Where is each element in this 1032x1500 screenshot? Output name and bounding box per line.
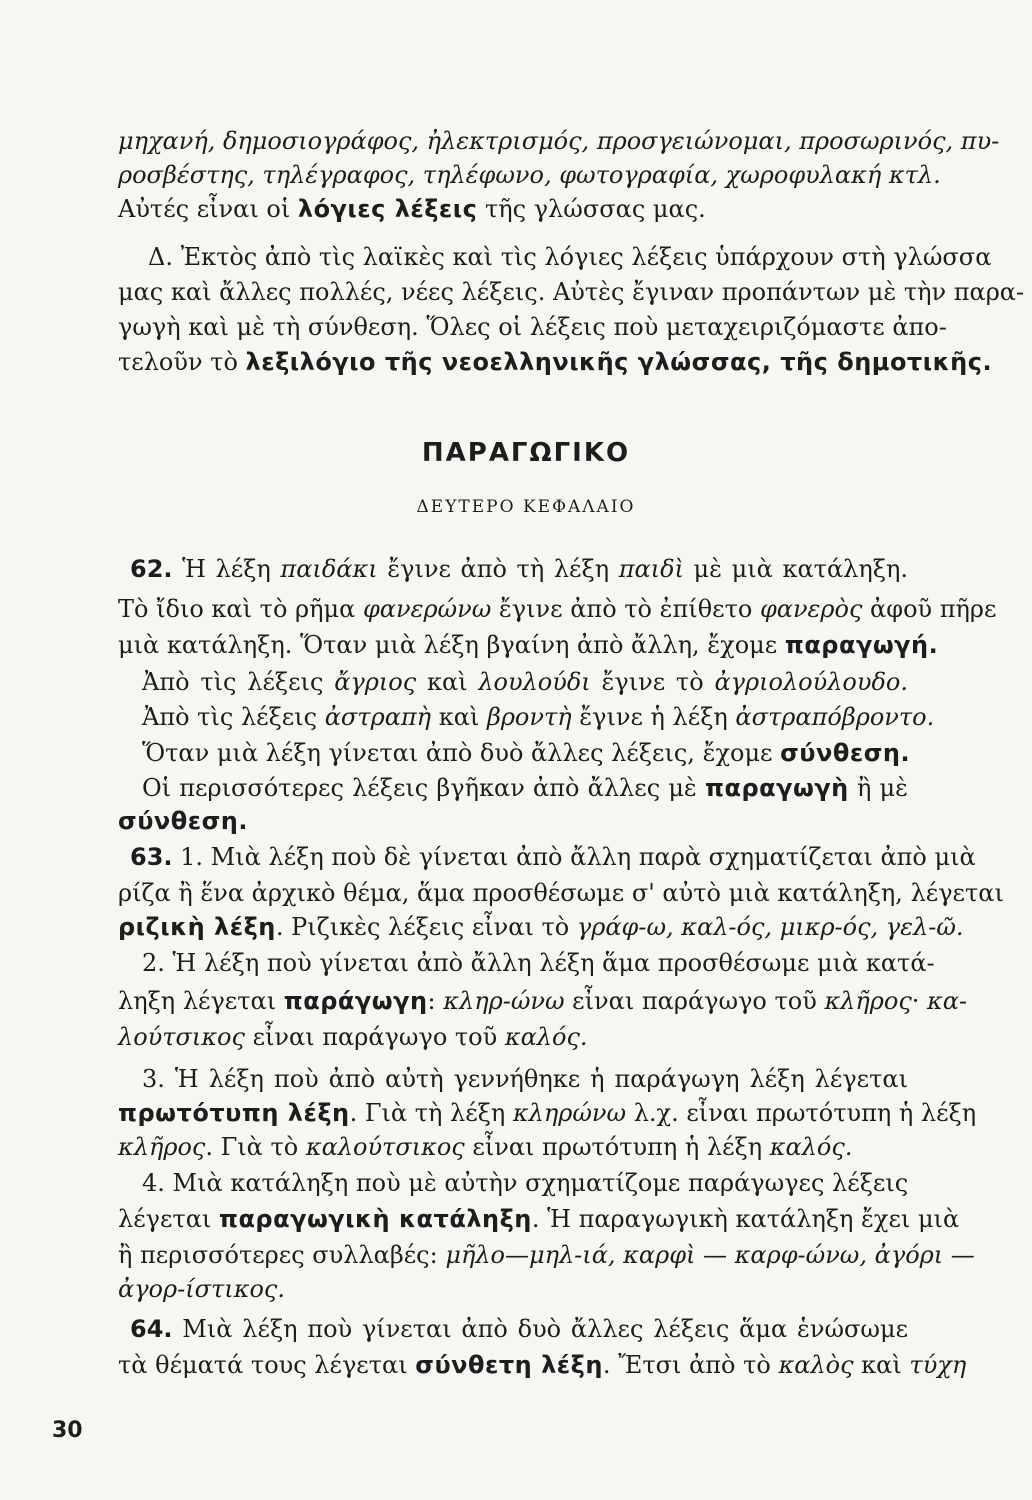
text-line (118, 702, 935, 732)
section-heading: ΠΑΡΑΓΩΓΙΚΟ (421, 438, 631, 468)
italic-word: ἄγριος (334, 668, 417, 696)
text-span: Ὅταν μιὰ λέξη γίνεται ἀπὸ δυὸ ἄλλες λέξεις, ἔχομε (142, 739, 781, 767)
text-span: τελοῦν τὸ (118, 348, 246, 376)
text-line (118, 126, 1000, 156)
section-number: 62. (130, 555, 173, 583)
text-span: εἶναι πρωτότυπη ἡ λέξη (464, 1133, 770, 1161)
text-span: μιὰ κατάληξη. Ὅταν μιὰ λέξη βγαίνη ἀπὸ ἄλλη, ἔχομε (118, 631, 785, 659)
italic-word: κα- (927, 987, 968, 1015)
text-line (118, 912, 964, 942)
text-span: τῆς γλώσσας μας. (477, 195, 706, 223)
text-span: μὲ μιὰ κατάληξη. (683, 555, 908, 583)
text-line (118, 347, 993, 377)
text-span: Μιὰ λέξη ποὺ γίνεται ἀπὸ δυὸ ἄλλες λέξεις ἅμα ἑνώσωμε (172, 1315, 908, 1343)
text-span: γωγὴ καὶ μὲ τὴ σύνθεση. Ὅλες οἱ λέξεις ποὺ μεταχειριζόμαστε ἀπο- (118, 313, 947, 341)
bold-term: σύνθετη λέξη (415, 1351, 603, 1379)
text-span: 1. Μιὰ λέξη ποὺ δὲ γίνεται ἀπὸ ἄλλη παρὰ σχηματίζεται ἀπὸ μιὰ (172, 843, 976, 871)
text-span: εἶναι παράγωγο τοῦ (564, 987, 825, 1015)
bold-term: σύνθεση. (118, 807, 248, 835)
page-number: 30 (52, 1418, 83, 1443)
text-line (118, 1022, 908, 1052)
italic-word: ἀστραπόβροντο. (735, 703, 935, 731)
text-span: ἔγινε ἀπὸ τὸ ἐπίθετο (491, 595, 760, 623)
text-span: ἀφοῦ πῆρε (862, 595, 997, 623)
text-line (118, 986, 968, 1016)
bold-term: παραγωγὴ (704, 774, 849, 802)
text-line (118, 667, 908, 697)
text-span: λέγεται (118, 1205, 219, 1233)
text-line (118, 242, 992, 272)
text-span: . Ἔτσι ἀπὸ τὸ (602, 1351, 779, 1379)
text-span: Τὸ ἴδιο καὶ τὸ ρῆμα (118, 595, 363, 623)
italic-word: καλούτσικος (305, 1133, 465, 1161)
italic-word: κληρ-ώνω (443, 987, 565, 1015)
text-line (118, 842, 976, 872)
text-span: . Γιὰ τὴ λέξη (349, 1099, 513, 1127)
text-span: ἔγινε ἡ λέξη (571, 703, 736, 731)
section-subheading: ΔΕΥΤΕΡΟ ΚΕΦΑΛΑΙΟ (416, 497, 636, 517)
italic-word: καλός. (769, 1133, 853, 1161)
italic-word: γράφ-ω, καλ-ός, μικρ-ός, γελ-ῶ. (576, 913, 964, 941)
text-span: καὶ (431, 703, 487, 731)
bold-term: σύνθεση. (780, 739, 911, 767)
italic-word: ἀγορ-ίστικος. (118, 1275, 285, 1303)
text-line (118, 1240, 975, 1270)
text-span: 4. Μιὰ κατάληξη ποὺ μὲ αὐτὴν σχηματίζομε παράγωγες λέξεις (142, 1169, 909, 1197)
text-span: Ἀπὸ τὶς λέξεις (142, 668, 335, 696)
bold-term: λόγιες λέξεις (297, 195, 478, 223)
italic-word: καλός. (504, 1023, 588, 1051)
bold-term: πρωτότυπη λέξη (118, 1099, 350, 1127)
italic-word: λούτσικος (118, 1023, 245, 1051)
text-span: καὶ (416, 668, 479, 696)
text-span: μας καὶ ἄλλες πολλές, νέες λέξεις. Αὐτὲς ἔγιναν προπάντων μὲ τὴν παρα- (118, 278, 1025, 306)
italic-word: παιδὶ (618, 555, 684, 583)
text-span: Οἱ περισσότερες λέξεις βγῆκαν ἀπὸ ἄλλες μὲ (142, 774, 705, 802)
text-span: : (427, 987, 444, 1015)
italic-word: καλὸς (778, 1351, 854, 1379)
text-span: ρίζα ἢ ἕνα ἀρχικὸ θέμα, ἅμα προσθέσωμε σ' αὐτὸ μιὰ κατάληξη, λέγεται (118, 879, 1004, 907)
text-line (118, 1350, 967, 1380)
italic-word: βροντὴ (486, 703, 572, 731)
italic-word: τύχη (909, 1351, 967, 1379)
italic-word: ἀστραπὴ (324, 703, 432, 731)
text-line (118, 160, 941, 190)
text-span: Ἡ λέξη (172, 555, 281, 583)
text-line (118, 1204, 960, 1234)
italic-word: κλῆρος (118, 1133, 206, 1161)
text-line (118, 554, 908, 584)
text-span: Δ. Ἐκτὸς ἀπὸ τὶς λαϊκὲς καὶ τὶς λόγιες λέξεις ὑπάρχουν στὴ γλώσσα (148, 243, 992, 271)
text-span: τὰ θέματά τους λέγεται (118, 1351, 416, 1379)
bold-term: ριζικὴ λέξη (118, 913, 276, 941)
text-span: ἔγινε ἀπὸ τὴ λέξη (377, 555, 619, 583)
text-line (118, 878, 1004, 908)
text-line (118, 1132, 908, 1162)
text-line (118, 277, 1025, 307)
text-span: μηχανή, δημοσιογράφος, ἠλεκτρισμός, προσγειώνομαι, προσωρινός, πυ- (118, 127, 1000, 155)
text-span: . Γιὰ τὸ (205, 1133, 306, 1161)
text-line (118, 806, 908, 836)
text-line (118, 194, 908, 224)
text-span: ἢ μὲ (848, 774, 908, 802)
italic-word: μῆλο—μηλ-ιά, καρφὶ — καρφ-ώνω, ἀγόρι — (445, 1241, 975, 1269)
text-span: ληξη λέγεται (118, 987, 284, 1015)
bold-term: παραγωγικὴ κατάληξη (218, 1205, 532, 1233)
italic-word: ἀγριολούλουδο. (714, 668, 908, 696)
text-span: εἶναι παράγωγο τοῦ (244, 1023, 505, 1051)
bold-term: λεξιλόγιο τῆς νεοελληνικῆς γλώσσας, τῆς δημοτικῆς. (245, 348, 993, 376)
text-line (118, 738, 911, 768)
text-line (118, 948, 935, 978)
text-span: 2. Ἡ λέξη ποὺ γίνεται ἀπὸ ἄλλη λέξη ἅμα προσθέσωμε μιὰ κατά- (142, 949, 935, 977)
italic-word: κλῆρος (824, 987, 912, 1015)
text-line (118, 1064, 908, 1094)
text-line (118, 630, 939, 660)
text-line (118, 1274, 908, 1304)
text-span: 3. Ἡ λέξη ποὺ ἀπὸ αὐτὴ γεννήθηκε ἡ παράγωγη λέξη λέγεται (142, 1065, 908, 1093)
text-span: Ἀπὸ τὶς λέξεις (142, 703, 325, 731)
text-span: ἢ περισσότερες συλλαβές: (118, 1241, 446, 1269)
text-line (118, 1168, 908, 1198)
italic-word: φανερώνω (362, 595, 492, 623)
section-number: 64. (130, 1315, 173, 1343)
text-line (118, 1314, 908, 1344)
text-span: . Ριζικὲς λέξεις εἶναι τὸ (275, 913, 577, 941)
italic-word: κληρώνω (512, 1099, 627, 1127)
italic-word: παιδάκι (280, 555, 378, 583)
text-span: . Ἡ παραγωγικὴ κατάληξη ἔχει μιὰ (531, 1205, 960, 1233)
italic-word: λουλούδι (478, 668, 591, 696)
text-span: καὶ (853, 1351, 910, 1379)
text-line (118, 594, 997, 624)
italic-word: φανερὸς (759, 595, 863, 623)
text-span: ἔγινε τὸ (590, 668, 715, 696)
text-span: λ.χ. εἶναι πρωτότυπη ἡ λέξη (626, 1099, 977, 1127)
bold-term: παραγωγή. (784, 631, 939, 659)
text-line (118, 773, 908, 803)
section-number: 63. (130, 843, 173, 871)
text-span: Αὐτές εἶναι οἱ (118, 195, 298, 223)
text-span: · (911, 987, 928, 1015)
text-line (118, 312, 947, 342)
bold-term: παράγωγη (283, 987, 428, 1015)
text-span: ροσβέστης, τηλέγραφος, τηλέφωνο, φωτογραφία, χωροφυλακή κτλ. (118, 161, 941, 189)
text-line (118, 1098, 977, 1128)
